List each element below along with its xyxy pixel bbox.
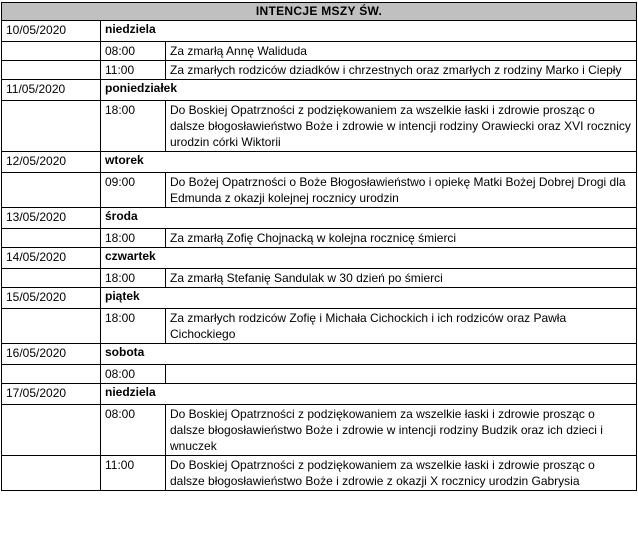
intention-text-cell: Za zmarłą Annę Waliduda	[166, 42, 637, 61]
intention-text-cell: Za zmarłych rodziców dziadków i chrzestnych oraz zmarłych z rodziny Marko i Ciepły	[166, 61, 637, 80]
intention-row	[2, 61, 637, 80]
intention-row	[2, 229, 637, 248]
intention-row	[2, 309, 637, 344]
blank-cell	[2, 42, 101, 61]
date-cell: 15/05/2020	[2, 288, 101, 309]
weekday-cell: sobota	[101, 344, 637, 365]
day-header-row	[2, 21, 637, 42]
day-header-row	[2, 80, 637, 101]
date-cell: 17/05/2020	[2, 384, 101, 405]
blank-cell	[2, 61, 101, 80]
day-header-row	[2, 288, 637, 309]
weekday-cell: czwartek	[101, 248, 637, 269]
day-header-row	[2, 152, 637, 173]
intention-text-cell: Za zmarłych rodziców Zofię i Michała Cichockich i ich rodziców oraz Pawła Cichockiego	[166, 309, 637, 344]
time-cell: 11:00	[101, 456, 166, 491]
time-cell: 18:00	[101, 229, 166, 248]
intention-text-cell: Za zmarłą Zofię Chojnacką w kolejna rocznicę śmierci	[166, 229, 637, 248]
intention-row	[2, 269, 637, 288]
weekday-cell: niedziela	[101, 21, 637, 42]
weekday-cell: wtorek	[101, 152, 637, 173]
time-cell: 11:00	[101, 61, 166, 80]
time-cell: 18:00	[101, 309, 166, 344]
time-cell: 18:00	[101, 269, 166, 288]
time-cell: 08:00	[101, 405, 166, 456]
date-cell: 13/05/2020	[2, 208, 101, 229]
blank-cell	[2, 173, 101, 208]
day-header-row	[2, 208, 637, 229]
blank-cell	[2, 456, 101, 491]
blank-cell	[2, 229, 101, 248]
date-cell: 14/05/2020	[2, 248, 101, 269]
intention-row	[2, 405, 637, 456]
intention-row	[2, 365, 637, 384]
intention-text-cell: Za zmarłą Stefanię Sandulak w 30 dzień po śmierci	[166, 269, 637, 288]
weekday-cell: piątek	[101, 288, 637, 309]
day-header-row	[2, 384, 637, 405]
blank-cell	[2, 101, 101, 152]
date-cell: 11/05/2020	[2, 80, 101, 101]
blank-cell	[2, 405, 101, 456]
intention-row	[2, 42, 637, 61]
date-cell: 12/05/2020	[2, 152, 101, 173]
intention-text-cell: Do Boskiej Opatrzności z podziękowaniem za wszelkie łaski i zdrowie prosząc o dalsze błogosławieństwo Boże i zdrowie w intencji rodziny Orawiecki oraz XVI rocznicy urodzin córki Wiktorii	[166, 101, 637, 152]
day-header-row	[2, 344, 637, 365]
time-cell: 08:00	[101, 42, 166, 61]
intention-row	[2, 456, 637, 491]
weekday-cell: niedziela	[101, 384, 637, 405]
blank-cell	[2, 309, 101, 344]
date-cell: 16/05/2020	[2, 344, 101, 365]
intention-text-cell: Do Boskiej Opatrzności z podziękowaniem za wszelkie łaski i zdrowie prosząc o dalsze błogosławieństwo Boże i zdrowie z okazji X rocznicy urodzin Gabrysia	[166, 456, 637, 491]
date-cell: 10/05/2020	[2, 21, 101, 42]
intention-text-cell	[166, 365, 637, 384]
mass-intentions-table	[1, 2, 637, 491]
intention-text-cell: Do Boskiej Opatrzności z podziękowaniem za wszelkie łaski i zdrowie prosząc o dalsze błogosławieństwo Boże i zdrowie w intencji rodziny Budzik oraz ich dzieci i wnuczek	[166, 405, 637, 456]
weekday-cell: środa	[101, 208, 637, 229]
intention-row	[2, 101, 637, 152]
time-cell: 08:00	[101, 365, 166, 384]
time-cell: 18:00	[101, 101, 166, 152]
weekday-cell: poniedziałek	[101, 80, 637, 101]
blank-cell	[2, 269, 101, 288]
intention-text-cell: Do Bożej Opatrzności o Boże Błogosławieństwo i opiekę Matki Bożej Dobrej Drogi dla Edmunda z okazji kolejnej rocznicy urodzin	[166, 173, 637, 208]
intention-row	[2, 173, 637, 208]
title-row	[2, 3, 637, 21]
page-title: INTENCJE MSZY ŚW.	[2, 3, 637, 21]
blank-cell	[2, 365, 101, 384]
day-header-row	[2, 248, 637, 269]
time-cell: 09:00	[101, 173, 166, 208]
